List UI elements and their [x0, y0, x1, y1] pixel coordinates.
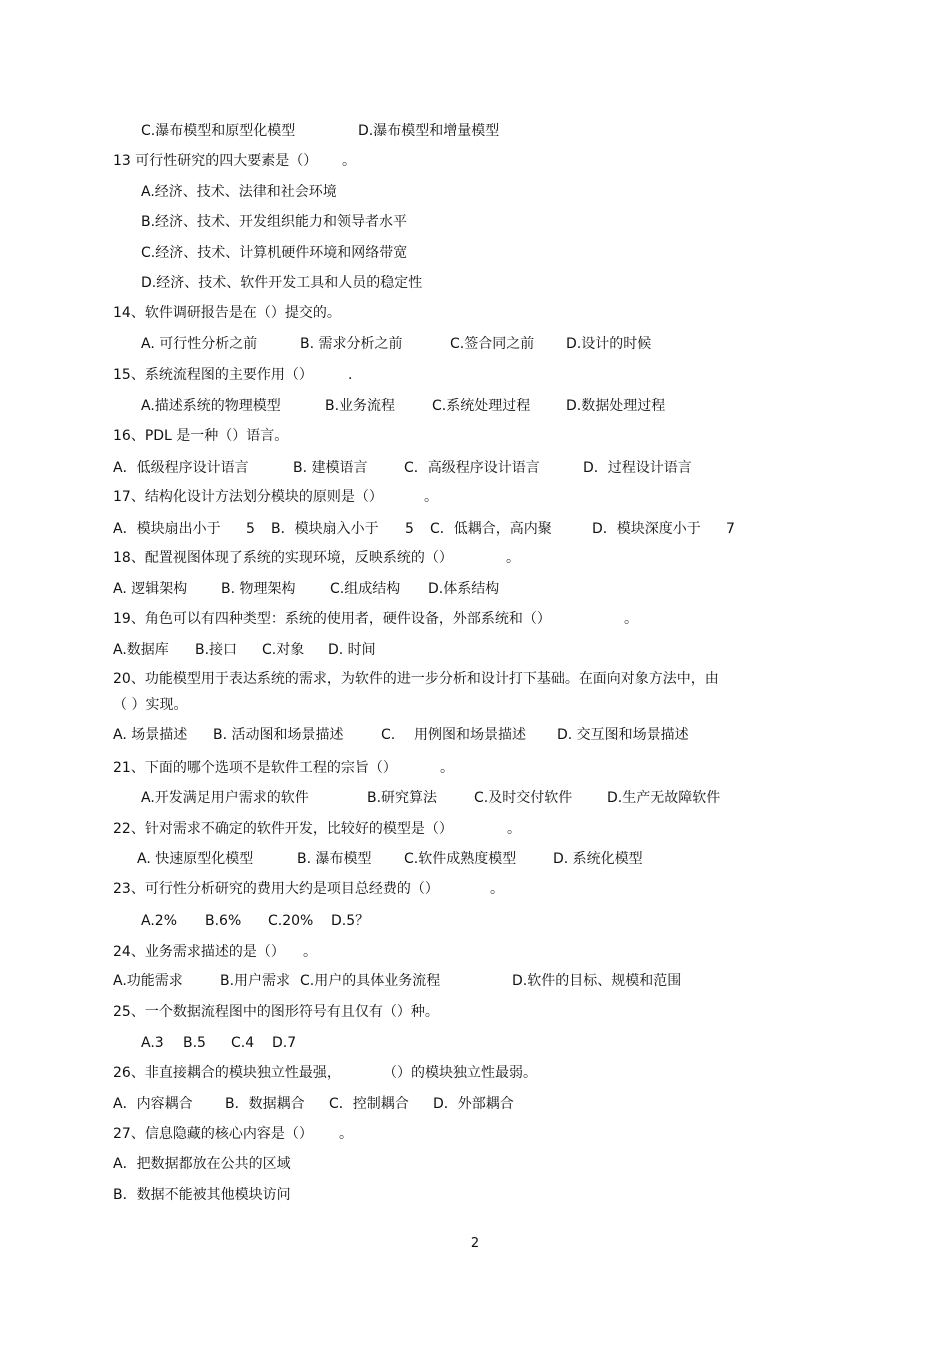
q15-option-c: C.系统处理过程	[432, 398, 531, 414]
q23-option-c: C.20%	[268, 913, 314, 929]
q18-option-b: B. 物理架构	[221, 581, 296, 597]
q17-option-a: A．模块扇出小于	[113, 521, 221, 537]
q14-option-b: B. 需求分析之前	[300, 336, 403, 352]
q18-option-d: D.体系结构	[428, 581, 500, 597]
q20-option-c-text: 用例图和场景描述	[414, 727, 526, 743]
q21-stem-text: 21、下面的哪个选项不是软件工程的宗旨（）	[113, 760, 397, 776]
q26-option-b: B．数据耦合	[225, 1096, 305, 1112]
q16-stem: 16、PDL 是一种（）语言。	[113, 428, 289, 444]
q27-option-b: B．数据不能被其他模块访问	[113, 1187, 291, 1203]
q19-option-a: A.数据库	[113, 642, 169, 658]
q13-stem-tail: 。	[342, 153, 356, 169]
q27-option-a: A．把数据都放在公共的区域	[113, 1156, 291, 1172]
q23-stem-text: 23、可行性分析研究的费用大约是项目总经费的（）	[113, 881, 439, 897]
q17-stem-tail: 。	[424, 489, 438, 505]
q21-stem-tail: 。	[440, 760, 454, 776]
q14-option-d: D.设计的时候	[566, 336, 652, 352]
q14-option-a: A. 可行性分析之前	[141, 336, 258, 352]
q24-stem-text: 24、业务需求描述的是（）	[113, 944, 285, 960]
q12-option-d: D.瀑布模型和增量模型	[358, 123, 500, 139]
q22-stem-text: 22、针对需求不确定的软件开发，比较好的模型是（）	[113, 821, 453, 837]
q18-option-a: A. 逻辑架构	[113, 581, 188, 597]
q21-option-d: D.生产无故障软件	[607, 790, 721, 806]
q13-option-b: B.经济、技术、开发组织能力和领导者水平	[141, 214, 408, 230]
q15-option-a: A.描述系统的物理模型	[141, 398, 281, 414]
q26-stem-text: 26、非直接耦合的模块独立性最强，	[113, 1065, 341, 1081]
q22-stem-tail: 。	[507, 821, 521, 837]
q15-stem-text: 15、系统流程图的主要作用（）	[113, 367, 313, 383]
q24-stem-tail: 。	[303, 944, 317, 960]
q13-option-d: D.经济、技术、软件开发工具和人员的稳定性	[141, 275, 423, 291]
q16-option-d: D．过程设计语言	[583, 460, 692, 476]
q17-option-b: B．模块扇入小于	[271, 521, 379, 537]
q23-option-d: D.5？	[331, 913, 370, 929]
q25-option-d: D.7	[272, 1035, 297, 1051]
q19-stem-tail: 。	[624, 611, 638, 627]
q19-option-d: D. 时间	[328, 642, 376, 658]
q26-stem-text-b: （）的模块独立性最弱。	[383, 1065, 537, 1081]
q16-option-c: C．高级程序设计语言	[404, 460, 540, 476]
q20-stem-line-2: （ ）实现。	[113, 697, 188, 713]
q13-stem-text: 13 可行性研究的四大要素是（）	[113, 153, 318, 169]
q24-option-c: C.用户的具体业务流程	[300, 973, 441, 989]
page-number: 2	[470, 1236, 480, 1251]
q21-option-c: C.及时交付软件	[474, 790, 573, 806]
q17-option-c: C．低耦合，高内聚	[430, 521, 552, 537]
q17-option-b-num: 5	[405, 521, 414, 537]
q21-option-a: A.开发满足用户需求的软件	[141, 790, 309, 806]
q26-option-c: C．控制耦合	[329, 1096, 409, 1112]
q22-option-c: C.软件成熟度模型	[404, 851, 517, 867]
q23-stem-tail: 。	[490, 881, 504, 897]
q25-option-a: A.3	[141, 1035, 164, 1051]
q20-option-a: A. 场景描述	[113, 727, 188, 743]
q23-option-b: B.6%	[205, 913, 242, 929]
q24-option-a: A.功能需求	[113, 973, 183, 989]
q20-stem-line-1: 20、功能模型用于表达系统的需求，为软件的进一步分析和设计打下基础。在面向对象方法中，由	[113, 671, 719, 687]
q25-option-c: C.4	[231, 1035, 255, 1051]
q13-option-c: C.经济、技术、计算机硬件环境和网络带宽	[141, 245, 408, 261]
q26-option-a: A．内容耦合	[113, 1096, 193, 1112]
q22-option-b: B. 瀑布模型	[297, 851, 372, 867]
q24-option-d: D.软件的目标、规模和范围	[512, 973, 682, 989]
q18-option-c: C.组成结构	[330, 581, 401, 597]
q14-stem: 14、软件调研报告是在（）提交的。	[113, 305, 341, 321]
q19-option-c: C.对象	[262, 642, 305, 658]
q17-option-a-num: 5	[246, 521, 255, 537]
q18-stem-tail: 。	[506, 550, 520, 566]
q17-option-d-num: 7	[726, 521, 735, 537]
q21-option-b: B.研究算法	[367, 790, 438, 806]
q22-option-d: D. 系统化模型	[553, 851, 643, 867]
q23-option-a: A.2%	[141, 913, 177, 929]
q22-option-a: A. 快速原型化模型	[137, 851, 254, 867]
q12-option-c: C.瀑布模型和原型化模型	[141, 123, 296, 139]
q13-option-a: A.经济、技术、法律和社会环境	[141, 184, 337, 200]
q16-option-b: B. 建模语言	[293, 460, 368, 476]
q24-option-b: B.用户需求	[220, 973, 291, 989]
q17-option-d: D．模块深度小于	[592, 521, 701, 537]
q15-stem-tail: .	[348, 367, 353, 383]
q25-stem: 25、一个数据流程图中的图形符号有且仅有（）种。	[113, 1004, 439, 1020]
q19-stem-text: 19、角色可以有四种类型：系统的使用者，硬件设备，外部系统和（）	[113, 611, 551, 627]
q27-stem-text: 27、信息隐藏的核心内容是（）	[113, 1126, 313, 1142]
q20-option-d: D. 交互图和场景描述	[557, 727, 689, 743]
q18-stem-text: 18、配置视图体现了系统的实现环境，反映系统的（）	[113, 550, 453, 566]
q15-option-d: D.数据处理过程	[566, 398, 666, 414]
q20-option-b: B. 活动图和场景描述	[213, 727, 344, 743]
q25-option-b: B.5	[183, 1035, 206, 1051]
q19-option-b: B.接口	[195, 642, 238, 658]
q27-stem-tail: 。	[339, 1126, 353, 1142]
q14-option-c: C.签合同之前	[450, 336, 535, 352]
q20-option-c: C.	[381, 727, 396, 743]
q17-stem-text: 17、结构化设计方法划分模块的原则是（）	[113, 489, 383, 505]
q15-option-b: B.业务流程	[325, 398, 396, 414]
q26-option-d: D．外部耦合	[433, 1096, 514, 1112]
q16-option-a: A．低级程序设计语言	[113, 460, 249, 476]
